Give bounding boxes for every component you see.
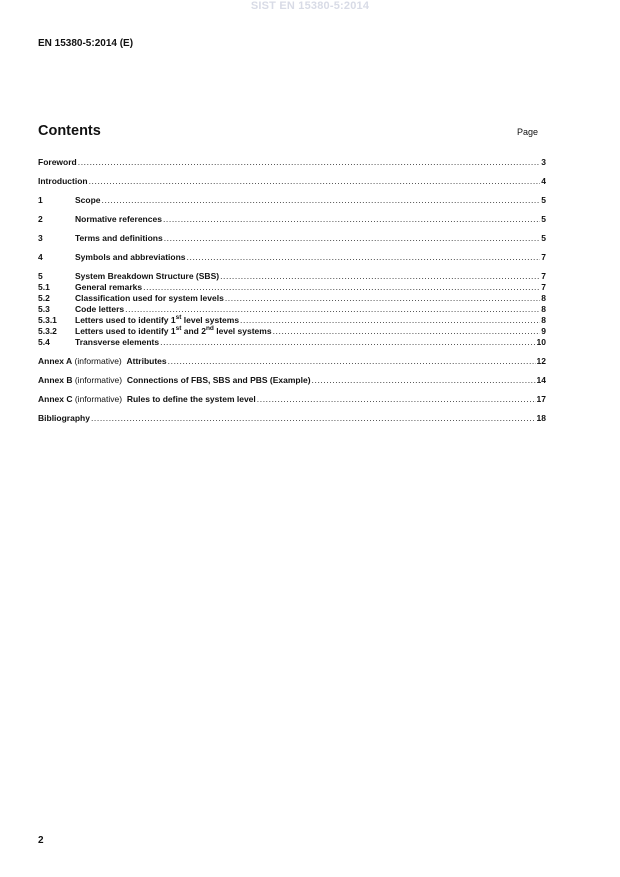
toc-entry-label — [75, 315, 239, 326]
toc-entry-annex-b[interactable] — [38, 375, 546, 386]
annex-title: Attributes — [126, 356, 167, 366]
toc-entry-label: Foreword — [38, 157, 77, 167]
ordinal-suffix: st — [175, 325, 182, 332]
toc-entry-number: 5.3 — [38, 304, 50, 314]
dot-leader — [163, 214, 540, 225]
toc-entry-page: 8 — [541, 293, 546, 303]
contents-title: Contents — [38, 123, 101, 139]
toc-entry-number: 4 — [38, 252, 43, 262]
toc-entry-foreword[interactable] — [38, 157, 546, 168]
label-text: level systems — [213, 326, 272, 336]
dot-leader — [78, 157, 541, 168]
toc-entry-section-5-3-1[interactable] — [38, 315, 546, 326]
dot-leader — [273, 326, 541, 337]
toc-entry-page: 17 — [536, 394, 546, 404]
annex-type: (informative) — [72, 394, 123, 404]
dot-leader — [312, 375, 536, 386]
dot-leader — [220, 271, 540, 282]
document-id-header: EN 15380-5:2014 (E) — [38, 38, 134, 49]
dot-leader — [89, 176, 541, 187]
annex-type: (informative) — [72, 375, 123, 385]
toc-entry-section-5-3[interactable] — [38, 304, 546, 315]
annex-id: Annex C — [38, 394, 73, 404]
toc-entry-annex-c[interactable] — [38, 394, 546, 405]
dot-leader — [164, 233, 541, 244]
toc-entry-label: Code letters — [75, 304, 125, 314]
toc-entry-page: 8 — [541, 315, 546, 325]
toc-entry-number: 2 — [38, 214, 43, 224]
toc-entry-page: 5 — [541, 214, 546, 224]
toc-entry-page: 18 — [536, 413, 546, 423]
toc-entry-label: System Breakdown Structure (SBS) — [75, 271, 220, 281]
dot-leader — [257, 394, 536, 405]
toc-entry-number: 1 — [38, 195, 43, 205]
annex-id: Annex B — [38, 375, 73, 385]
toc-entry-number: 5.4 — [38, 337, 50, 347]
dot-leader — [187, 252, 541, 263]
annex-title: Connections of FBS, SBS and PBS (Example) — [126, 375, 311, 385]
toc-entry-page: 14 — [536, 375, 546, 385]
toc-entry-page: 7 — [541, 282, 546, 292]
dot-leader — [168, 356, 536, 367]
toc-entry-label: Symbols and abbreviations — [75, 252, 186, 262]
toc-entry-label — [38, 394, 256, 405]
toc-entry-page: 5 — [541, 233, 546, 243]
toc-entry-page: 8 — [541, 304, 546, 314]
toc-entry-section-5[interactable] — [38, 271, 546, 282]
toc-entry-label: Scope — [75, 195, 101, 205]
dot-leader — [102, 195, 541, 206]
toc-entry-section-4[interactable] — [38, 252, 546, 263]
toc-entry-label — [75, 326, 272, 337]
watermark: SIST EN 15380-5:2014 — [250, 0, 370, 12]
toc-entry-label: Transverse elements — [75, 337, 160, 347]
page-column-heading: Page — [517, 127, 539, 137]
toc-entry-page: 12 — [536, 356, 546, 366]
toc-entry-label: Terms and definitions — [75, 233, 163, 243]
toc-entry-number: 5.2 — [38, 293, 50, 303]
toc-entry-section-5-1[interactable] — [38, 282, 546, 293]
toc-entry-label: Bibliography — [38, 413, 90, 423]
toc-entry-page: 10 — [536, 337, 546, 347]
dot-leader — [91, 413, 536, 424]
label-text: Letters used to identify 1 — [75, 326, 176, 336]
ordinal-suffix: nd — [205, 325, 214, 332]
dot-leader — [240, 315, 540, 326]
annex-id: Annex A — [38, 356, 73, 366]
toc-entry-page: 5 — [541, 195, 546, 205]
toc-entry-number: 5.1 — [38, 282, 50, 292]
ordinal-suffix: st — [175, 314, 182, 321]
page-number: 2 — [38, 835, 44, 846]
toc-entry-number: 5 — [38, 271, 43, 281]
toc-entry-page: 4 — [541, 176, 546, 186]
toc-entry-number: 5.3.2 — [38, 326, 57, 336]
table-of-contents — [38, 157, 546, 424]
toc-entry-label: Classification used for system levels — [75, 293, 224, 303]
toc-entry-label — [38, 356, 167, 367]
label-text: level systems — [181, 315, 240, 325]
toc-entry-section-5-3-2[interactable] — [38, 326, 546, 337]
annex-title: Rules to define the system level — [126, 394, 256, 404]
toc-entry-page: 7 — [541, 252, 546, 262]
dot-leader — [160, 337, 535, 348]
toc-entry-section-5-4[interactable] — [38, 337, 546, 348]
toc-entry-page: 7 — [541, 271, 546, 281]
toc-entry-label — [38, 375, 311, 386]
toc-entry-number: 3 — [38, 233, 43, 243]
label-text: Letters used to identify 1 — [75, 315, 176, 325]
toc-entry-section-3[interactable] — [38, 233, 546, 244]
toc-entry-label: Normative references — [75, 214, 162, 224]
toc-entry-bibliography[interactable] — [38, 413, 546, 424]
dot-leader — [125, 304, 540, 315]
toc-entry-page: 3 — [541, 157, 546, 167]
toc-entry-section-5-2[interactable] — [38, 293, 546, 304]
annex-type: (informative) — [72, 356, 122, 366]
toc-entry-number: 5.3.1 — [38, 315, 57, 325]
toc-entry-label: General remarks — [75, 282, 143, 292]
label-text: and 2 — [181, 326, 206, 336]
toc-entry-label: Introduction — [38, 176, 88, 186]
toc-entry-page: 9 — [541, 326, 546, 336]
toc-entry-introduction[interactable] — [38, 176, 546, 187]
toc-entry-section-1[interactable] — [38, 195, 546, 206]
toc-entry-section-2[interactable] — [38, 214, 546, 225]
dot-leader — [225, 293, 540, 304]
toc-entry-annex-a[interactable] — [38, 356, 546, 367]
dot-leader — [143, 282, 540, 293]
